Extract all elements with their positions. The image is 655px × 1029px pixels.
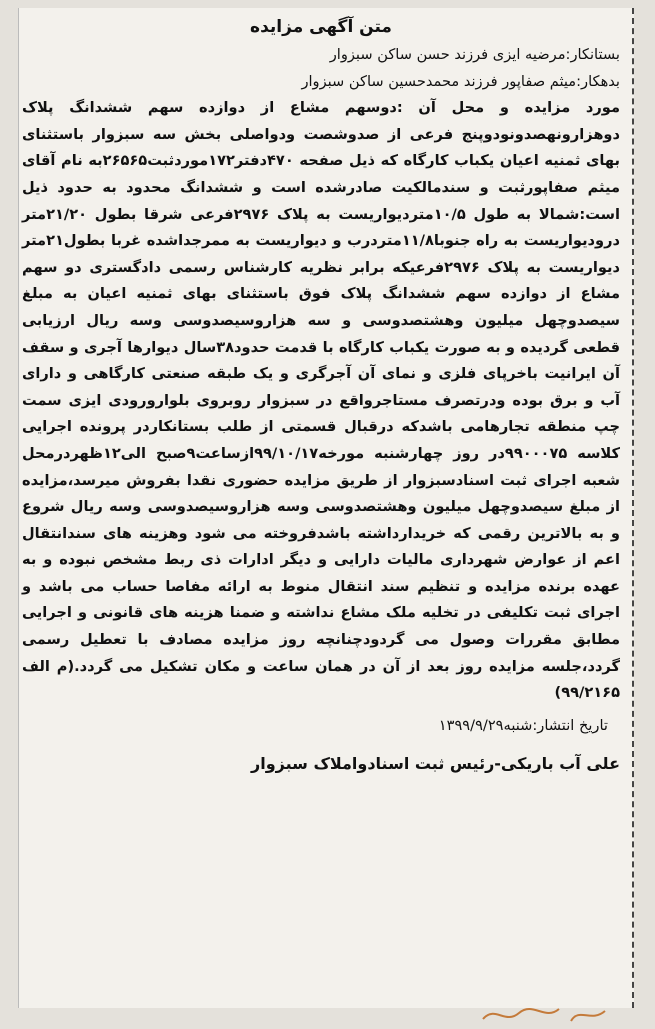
debtor-line: بدهکار:میثم صفاپور فرزند محمدحسین ساکن سبزوار (301, 72, 620, 90)
notice-title: متن آگهی مزایده (250, 17, 392, 37)
creditor-line: بستانکار:مرضیه ایزی فرزند حسن ساکن سبزوار (329, 46, 620, 63)
publication-date: تاریخ انتشار:شنبه۱۳۹۹/۹/۲۹ (438, 716, 608, 734)
notice-body: مورد مزایده و محل آن :دوسهم مشاع از دوازده سهم ششدانگ پلاک دوهزارونهصدونودوپنج فرعی از صدوشصت ودواصلی بخش سه سبزوار باستثنای بهای ثمنیه اعیان یکباب کارگاه که ذیل صفحه ۴۷۰دفتر۱۷۲موردثبت۲۶۵۶۵به نام آقای میثم صفاپورثبت و سندمالکیت صادرشده است و ششدانگ محدود به حدود ذیل است:شمالا به طول ۱۰/۵متردیواریست به پلاک ۲۹۷۶فرعی شرقا بطول ۲۱/۲۰متر درودیواریست به راه جنوبا۱۱/۸متردرب و دیواریست به ممرجداشده غربا بطول۲۱متر دیواریست به پلاک ۲۹۷۶فرعیکه برابر نظریه کارشناس رسمی دادگستری دو سهم مشاع از دوازده سهم ششدانگ پلاک فوق باستثنای بهای ثمنیه اعیان به مبلغ سیصدوچهل میلیون وهشتصدوسی و سه هزاروسیصدوسی وسه ریال ارزیابی قطعی گردیده و به صورت یکباب کارگاه با قدمت حدود۳۸سال دیوارها آجری و سقف آن ایرانیت باخرپای فلزی و نمای آن آجرگری و یک طبقه صنعتی کارگاهی و دارای آب و برق بوده ودرتصرف مستاجرواقع در سبزوار روبروی بلوارورودی ایزی سمت چپ منطقه تجارهامی باشدکه درقبال قسمتی از طلب بستانکاردر پرونده اجرایی کلاسه ۹۹۰۰۰۷۵در روز چهارشنبه مورخه۹۹/۱۰/۱۷ازساعت۹صبح الی۱۲ظهردرمحل شعبه اجرای ثبت اسنادسبزوار از طریق مزایده حضوری نقدا بفروش میرسد،مزایده از مبلغ سیصدوچهل میلیون وهشتصدوسی وسه هزاروسیصدوسی وسه ریال شروع و به بالاترین رقمی که خریدارداشته باشدفروخته می شود وهزینه های سندانتقال اعم از عوارض شهرداری مالیات دارایی و دیگر ادارات ذی ربط مشخص نبوده و به عهده برنده مزایده و تنظیم سند انتقال منوط به ارائه مفاصا حساب می باشد و اجرای ثبت تکلیفی در تخلیه ملک مشاع نداشته و ضمنا هزینه های قانونی و اجرایی مطابق مقررات وصول می گردودچنانچه روز مزایده مصادف با تعطیل رسمی گردد،جلسه مزایده روز بعد از آن در همان ساعت و مکان تشکیل می گردد.(م الف ۹۹/۲۱۶۵) (22, 99, 620, 702)
handwritten-mark-icon (475, 1001, 625, 1027)
auction-notice (22, 14, 620, 779)
signature-line: علی آب باریکی-رئیس ثبت اسنادواملاک سبزوار (251, 753, 620, 773)
